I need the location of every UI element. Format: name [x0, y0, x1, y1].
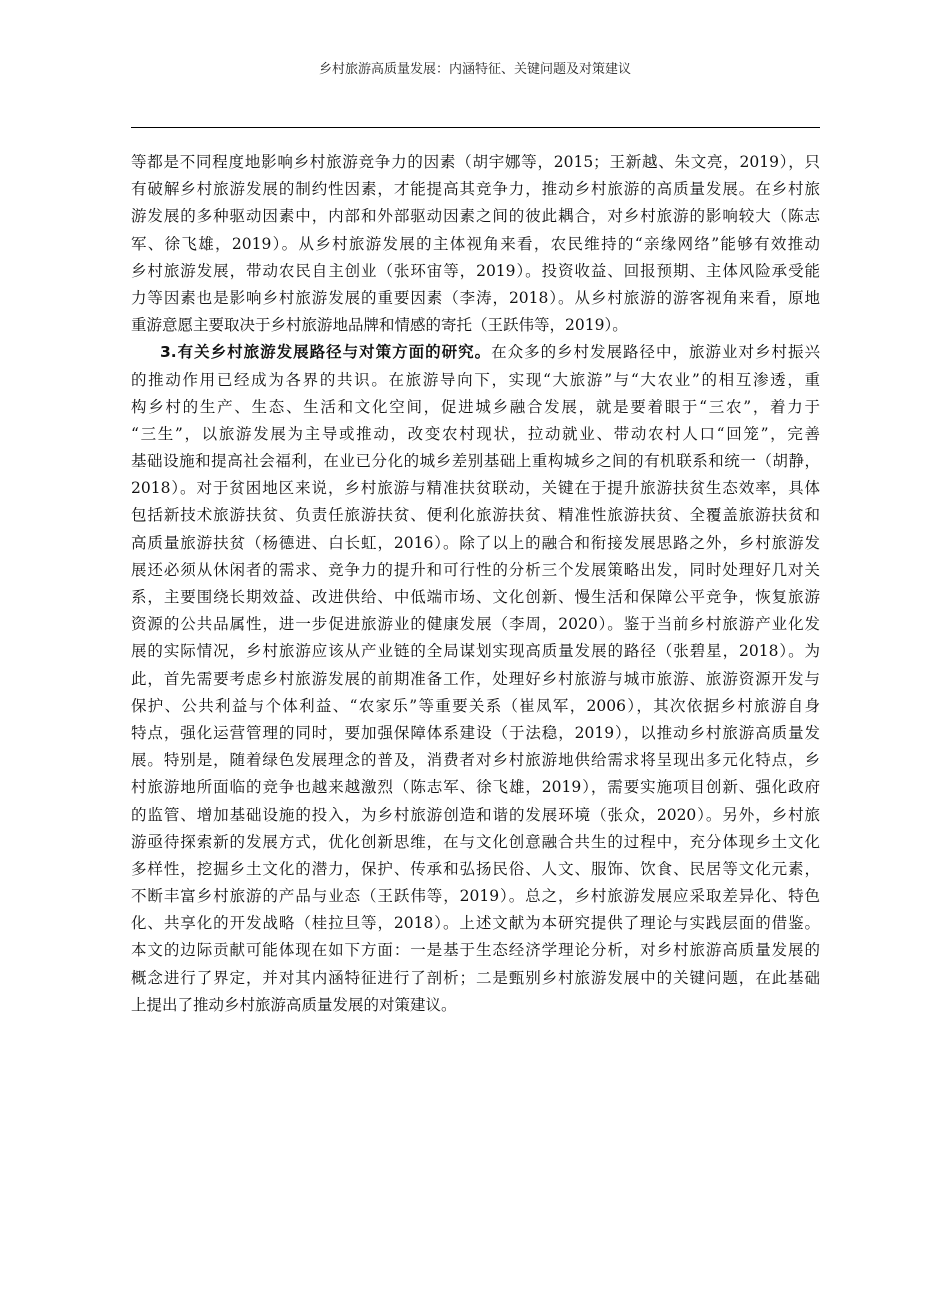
paragraph-line: 重游意愿主要取决于乡村旅游地品牌和情感的寄托（王跃伟等，2019）。: [131, 316, 628, 335]
paragraph-line: “三生”，以旅游发展为主导或推动，改变农村现状，拉动就业、带动农村人口“回笼”，完善: [131, 424, 820, 443]
paragraph-line: 包括新技术旅游扶贫、负责任旅游扶贫、便利化旅游扶贫、精准性旅游扶贫、全覆盖旅游扶贫和: [131, 506, 820, 525]
paragraph-line: 展的实际情况，乡村旅游应该从产业链的全局谋划实现高质量发展的路径（张碧星，2018）。为: [131, 642, 820, 661]
paragraph-line: 保护、公共利益与个体利益、“农家乐”等重要关系（崔凤军，2006），其次依据乡村旅游自身: [131, 696, 820, 715]
paragraph-line: 游亟待探索新的发展方式，优化创新思维，在与文化创意融合共生的过程中，充分体现乡土文化: [131, 832, 820, 851]
paragraph-text: 在众多的乡村发展路径中，旅游业对乡村振兴: [491, 343, 820, 362]
document-body: [131, 149, 820, 1019]
paragraph-line: [131, 339, 820, 366]
paragraph-line: 概念进行了界定，并对其内涵特征进行了剖析；二是甄别乡村旅游发展中的关键问题，在此基础: [131, 968, 820, 987]
paragraph-1: [131, 149, 820, 339]
paragraph-line: 力等因素也是影响乡村旅游发展的重要因素（李涛，2018）。从乡村旅游的游客视角来看，原地: [131, 288, 820, 307]
paragraph-2: [131, 339, 820, 1019]
paragraph-line: 此，首先需要考虑乡村旅游发展的前期准备工作，处理好乡村旅游与城市旅游、旅游资源开发与: [131, 669, 820, 688]
paragraph-line: 乡村旅游发展，带动农民自主创业（张环宙等，2019）。投资收益、回报预期、主体风险承受能: [131, 261, 820, 280]
paragraph-line: 的推动作用已经成为各界的共识。在旅游导向下，实现“大旅游”与“大农业”的相互渗透，重: [131, 370, 820, 389]
paragraph-line: 展还必须从休闲者的需求、竞争力的提升和可行性的分析三个发展策略出发，同时处理好几对关: [131, 560, 820, 579]
paragraph-line: 有破解乡村旅游发展的制约性因素，才能提高其竞争力，推动乡村旅游的高质量发展。在乡村旅: [131, 180, 820, 199]
paragraph-line: 游发展的多种驱动因素中，内部和外部驱动因素之间的彼此耦合，对乡村旅游的影响较大（陈志: [131, 207, 820, 226]
paragraph-line: 本文的边际贡献可能体现在如下方面：一是基于生态经济学理论分析，对乡村旅游高质量发展的: [131, 941, 820, 960]
paragraph-line: 高质量旅游扶贫（杨德进、白长虹，2016）。除了以上的融合和衔接发展思路之外，乡村旅游发: [131, 533, 820, 552]
running-header: 乡村旅游高质量发展：内涵特征、关键问题及对策建议: [318, 62, 631, 77]
paragraph-line: 系，主要围绕长期效益、改进供给、中低端市场、文化创新、慢生活和保障公平竞争，恢复旅游: [131, 588, 820, 606]
paragraph-line: 多样性，挖掘乡土文化的潜力，保护、传承和弘扬民俗、人文、服饰、饮食、民居等文化元素，: [131, 859, 820, 878]
paragraph-line: 的监管、增加基础设施的投入，为乡村旅游创造和谐的发展环境（张众，2020）。另外，乡村旅: [131, 805, 820, 824]
paragraph-line: 等都是不同程度地影响乡村旅游竞争力的因素（胡宇娜等，2015；王新越、朱文亮，2019），只: [131, 153, 820, 171]
paragraph-line: 基础设施和提高社会福利，在业已分化的城乡差别基础上重构城乡之间的有机联系和统一（胡静，: [131, 452, 820, 471]
paragraph-line: 化、共享化的开发战略（桂拉旦等，2018）。上述文献为本研究提供了理论与实践层面的借鉴。: [131, 914, 820, 933]
paragraph-line: 展。特别是，随着绿色发展理念的普及，消费者对乡村旅游地供给需求将呈现出多元化特点，乡: [131, 751, 820, 770]
section-heading: 3.有关乡村旅游发展路径与对策方面的研究。: [160, 343, 492, 362]
paragraph-line: 资源的公共品属性，进一步促进旅游业的健康发展（李周，2020）。鉴于当前乡村旅游产业化发: [131, 615, 820, 634]
paragraph-line: 特点，强化运营管理的同时，要加强保障体系建设（于法稳，2019），以推动乡村旅游高质量发: [131, 723, 820, 742]
paragraph-line: 2018）。对于贫困地区来说，乡村旅游与精准扶贫联动，关键在于提升旅游扶贫生态效率，具体: [131, 479, 820, 498]
paragraph-line: 不断丰富乡村旅游的产品与业态（王跃伟等，2019）。总之，乡村旅游发展应采取差异化、特色: [131, 887, 820, 906]
header-divider: [131, 127, 820, 128]
paragraph-line: 上提出了推动乡村旅游高质量发展的对策建议。: [131, 995, 457, 1014]
paragraph-line: 军、徐飞雄，2019）。从乡村旅游发展的主体视角来看，农民维持的“亲缘网络”能够有效推动: [131, 234, 820, 253]
paragraph-line: 村旅游地所面临的竞争也越来越激烈（陈志军、徐飞雄，2019），需要实施项目创新、强化政府: [131, 778, 820, 797]
paragraph-line: 构乡村的生产、生态、生活和文化空间，促进城乡融合发展，就是要着眼于“三农”，着力于: [131, 397, 820, 416]
